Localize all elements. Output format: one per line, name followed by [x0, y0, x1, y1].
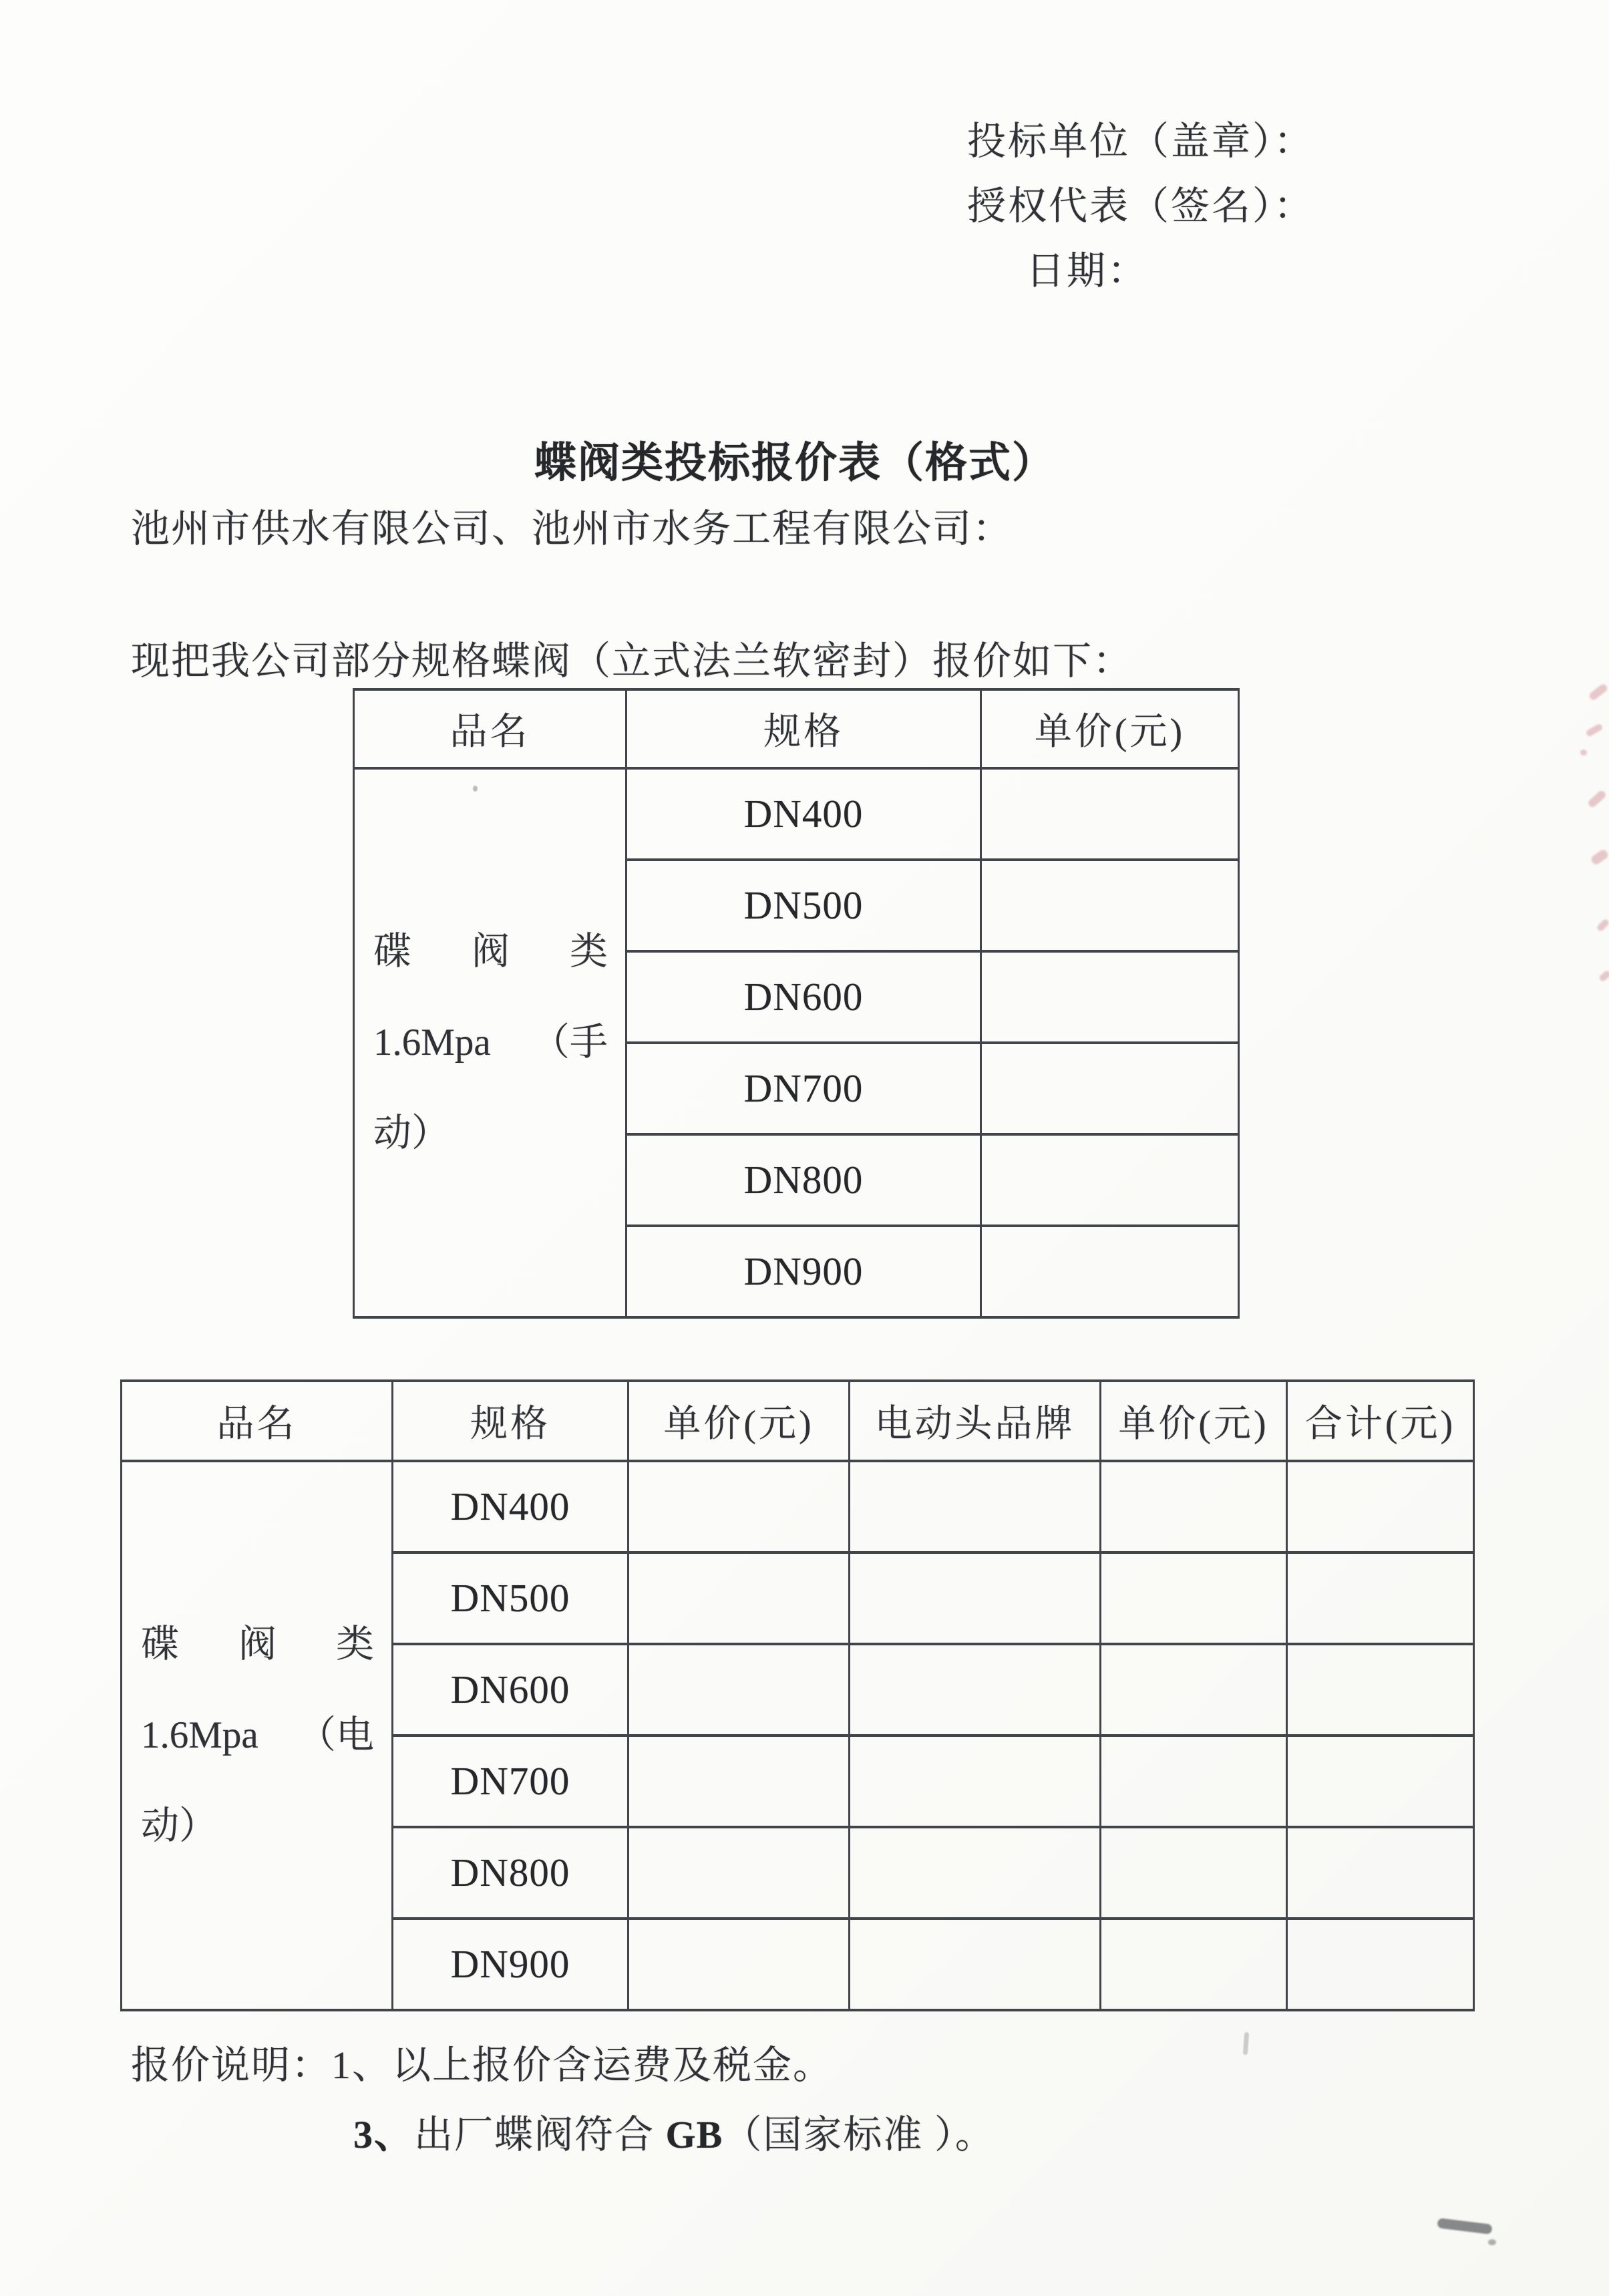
quotation-note-3	[353, 2103, 995, 2159]
spec-cell: DN600	[393, 1644, 629, 1736]
column-header-actuator-price: 单价(元)	[1101, 1381, 1287, 1461]
quotation-note-1: 报价说明：1、以上报价含运费及税金。	[131, 2043, 834, 2087]
column-header-actuator-brand: 电动头品牌	[850, 1381, 1101, 1461]
date-line: 日期：	[1026, 249, 1149, 293]
column-header-unit-price: 单价(元)	[629, 1381, 850, 1461]
spec-cell: DN600	[627, 951, 981, 1043]
actuator-price-cell	[1101, 1644, 1287, 1736]
note-number: 3、	[353, 2113, 415, 2156]
spec-cell: DN800	[627, 1134, 981, 1226]
total-cell	[1287, 1736, 1474, 1827]
product-char: 阀	[472, 931, 510, 973]
faint-pen-mark	[1243, 2032, 1249, 2055]
product-type-close: 动）	[141, 1805, 217, 1847]
product-type-open: （电	[298, 1714, 374, 1756]
column-header-product: 品名	[122, 1381, 393, 1461]
electric-valve-price-table	[120, 1379, 1475, 2011]
actuator-brand-cell	[850, 1552, 1101, 1644]
actuator-price-cell	[1101, 1919, 1287, 2010]
unit-price-cell	[629, 1827, 850, 1919]
spec-cell: DN400	[393, 1461, 629, 1552]
table-row	[354, 768, 1239, 860]
unit-price-cell	[981, 1134, 1239, 1226]
table-row	[122, 1461, 1474, 1552]
spec-cell: DN400	[627, 768, 981, 860]
product-type-close: 动）	[373, 1112, 450, 1154]
total-cell	[1287, 1644, 1474, 1736]
note-text-tail: （国家标准 ）。	[723, 2113, 995, 2156]
spec-cell: DN700	[627, 1043, 981, 1134]
total-cell	[1287, 1461, 1474, 1552]
product-char: 阀	[238, 1623, 277, 1665]
page-title: 蝶阀类投标报价表（格式）	[534, 440, 1055, 486]
bidder-unit-seal-line: 投标单位（盖章）：	[967, 120, 1315, 163]
unit-price-cell	[629, 1736, 850, 1827]
product-pressure: 1.6Mpa	[141, 1714, 258, 1756]
actuator-brand-cell	[850, 1919, 1101, 2010]
actuator-price-cell	[1101, 1552, 1287, 1644]
manual-valve-price-table	[353, 688, 1240, 1319]
unit-price-cell	[629, 1919, 850, 2010]
note-text: 出厂蝶阀符合	[414, 2113, 666, 2156]
actuator-price-cell	[1101, 1461, 1287, 1552]
actuator-price-cell	[1101, 1736, 1287, 1827]
total-cell	[1287, 1552, 1474, 1644]
column-header-unit-price: 单价(元)	[981, 689, 1239, 768]
product-char: 类	[336, 1623, 374, 1665]
spec-cell: DN900	[627, 1226, 981, 1317]
spec-cell: DN500	[393, 1552, 629, 1644]
table-header-row	[122, 1381, 1474, 1461]
quotation-intro-line: 现把我公司部分规格蝶阀（立式法兰软密封）报价如下：	[131, 639, 1133, 683]
unit-price-cell	[629, 1461, 850, 1552]
unit-price-cell	[981, 1043, 1239, 1134]
signature-block	[967, 109, 1314, 303]
unit-price-cell	[981, 1226, 1239, 1317]
actuator-brand-cell	[850, 1736, 1101, 1827]
unit-price-cell	[629, 1552, 850, 1644]
product-name-cell	[122, 1461, 393, 2010]
actuator-brand-cell	[850, 1461, 1101, 1552]
product-type-open: （手	[532, 1021, 608, 1063]
column-header-product: 品名	[354, 689, 627, 768]
table-header-row	[354, 689, 1239, 768]
unit-price-cell	[981, 951, 1239, 1043]
spec-cell: DN800	[393, 1827, 629, 1919]
product-pressure: 1.6Mpa	[373, 1021, 491, 1063]
gb-standard-label: GB	[665, 2113, 723, 2156]
authorized-representative-line: 授权代表（签名）：	[967, 184, 1315, 228]
spec-cell: DN500	[627, 860, 981, 951]
product-char: 碟	[141, 1623, 179, 1665]
product-char: 碟	[373, 931, 411, 973]
unit-price-cell	[981, 860, 1239, 951]
column-header-spec: 规格	[393, 1381, 629, 1461]
actuator-brand-cell	[850, 1827, 1101, 1919]
unit-price-cell	[629, 1644, 850, 1736]
product-char: 类	[570, 931, 608, 973]
unit-price-cell	[981, 768, 1239, 860]
spec-cell: DN900	[393, 1919, 629, 2010]
ink-smudge-dot	[1488, 2239, 1496, 2245]
total-cell	[1287, 1919, 1474, 2010]
addressee-line: 池州市供水有限公司、池州市水务工程有限公司：	[131, 507, 1013, 550]
ink-smudge	[1437, 2218, 1492, 2235]
actuator-price-cell	[1101, 1827, 1287, 1919]
column-header-total: 合计(元)	[1287, 1381, 1474, 1461]
column-header-spec: 规格	[627, 689, 981, 768]
total-cell	[1287, 1827, 1474, 1919]
spec-cell: DN700	[393, 1736, 629, 1827]
actuator-brand-cell	[850, 1644, 1101, 1736]
product-name-cell	[354, 768, 627, 1317]
